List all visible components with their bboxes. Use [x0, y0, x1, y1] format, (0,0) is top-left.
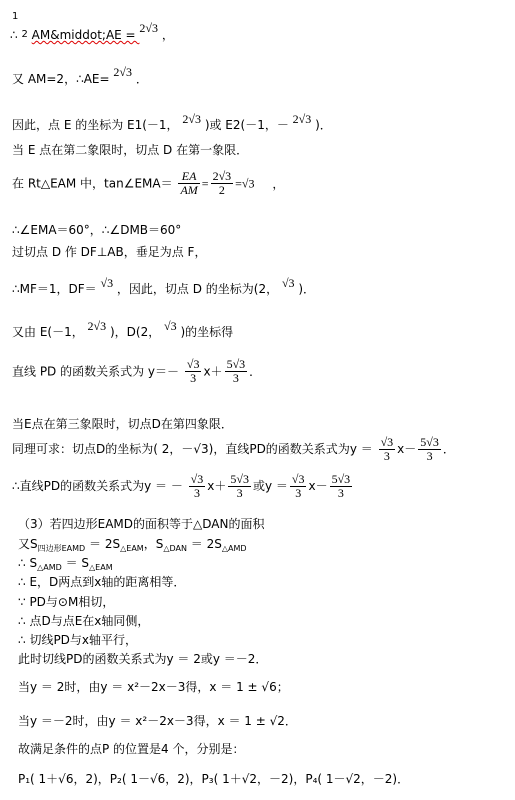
- math-value: 2√3: [182, 112, 201, 126]
- denominator: 3: [236, 486, 243, 500]
- fraction-5root3-3: [225, 358, 248, 385]
- fraction-numerator: 1: [12, 11, 19, 22]
- text: ＝ 2S: [85, 537, 121, 551]
- text: ，S: [143, 537, 164, 551]
- punctuation: ．: [135, 72, 148, 86]
- denominator: 3: [193, 486, 200, 500]
- text: )，D(2，: [109, 325, 161, 339]
- line-same-side: ∴ 点D与点E在x轴同侧，: [18, 614, 150, 628]
- denominator: 3: [190, 371, 197, 385]
- line-e-d-points: [12, 319, 234, 339]
- fraction-root3-3: [290, 473, 307, 500]
- line-pd-both-functions: [12, 473, 354, 500]
- denominator: 2: [218, 183, 225, 197]
- denominator: 3: [426, 449, 433, 463]
- text: ∴直线PD的函数关系式为y ＝ －: [12, 479, 183, 493]
- math-value: =√3: [235, 176, 255, 191]
- line-area-equal: [18, 556, 113, 575]
- numerator: 5√3: [230, 472, 249, 486]
- math-value: √3: [281, 276, 295, 290]
- subscript: △EAM: [120, 544, 144, 553]
- text: )或 E2(－1，－: [204, 118, 289, 132]
- math-value: 2√3: [139, 21, 159, 35]
- am-ae-text: AM&middot;AE =: [31, 28, 140, 42]
- subscript: 四边形EAMD: [37, 544, 86, 553]
- line-ae-value: [12, 65, 148, 86]
- subscript: △DAN: [163, 544, 187, 553]
- math-value: 2√3: [292, 112, 312, 126]
- line-tangent: ∵ PD与⊙M相切，: [18, 595, 115, 609]
- line-points-list: P₁( 1＋√6，2)，P₂( 1－√6，2)，P₃( 1＋√2，－2)，P₄( 1－√2，－2)．: [18, 772, 410, 786]
- text: ∴MF＝1，DF＝: [12, 282, 97, 296]
- fraction-2root3-2: [211, 170, 234, 197]
- fraction-5root3-3: [330, 473, 353, 500]
- denominator: AM: [180, 183, 198, 197]
- denominator: 3: [337, 486, 344, 500]
- fraction-5root3-3: [418, 436, 441, 463]
- math-value: √3: [164, 319, 177, 333]
- line-y-equals-neg2: 当y ＝－2时，由y ＝ x²－2x－3得，x ＝ 1 ± √2．: [18, 714, 297, 728]
- punctuation: )．: [298, 282, 316, 296]
- line-pd-function: [12, 358, 261, 385]
- fraction-denominator: 2: [21, 29, 28, 40]
- text: )的坐标得: [180, 325, 234, 339]
- line-third-quadrant: 当E点在第三象限时，切点D在第四象限．: [12, 417, 233, 431]
- line-y-equals-2: 当y ＝ 2时，由y ＝ x²－2x－3得，x ＝ 1 ± √6；: [18, 680, 289, 694]
- numerator: √3: [190, 472, 204, 486]
- punctuation: ，: [272, 176, 285, 191]
- punctuation: )．: [315, 118, 332, 132]
- line-equal-distance: ∴ E，D两点到x轴的距离相等．: [18, 575, 186, 589]
- line-parallel: ∴ 切线PD与x轴平行，: [18, 633, 138, 647]
- subscript: △AMD: [37, 563, 62, 572]
- line-angles: ∴∠EMA＝60°，∴∠DMB＝60°: [12, 223, 182, 237]
- text: ∴ S: [18, 556, 38, 570]
- numerator: EA: [178, 170, 199, 184]
- text: ＝ S: [61, 556, 90, 570]
- line-tangent-function: 此时切线PD的函数关系式为y ＝ 2或y ＝－2．: [18, 652, 268, 666]
- math-value: 2√3: [113, 65, 132, 79]
- line-second-quadrant: 当 E 点在第二象限时，切点 D 在第一象限．: [12, 143, 249, 157]
- fraction-root3-3: [379, 436, 396, 463]
- text: ，因此，切点 D 的坐标为(2，: [116, 282, 279, 296]
- text: 直线 PD 的函数关系式为 y＝－: [12, 364, 180, 379]
- therefore-symbol: ∴: [10, 28, 18, 42]
- denominator: 3: [383, 449, 390, 463]
- fraction-5root3-3: [228, 473, 251, 500]
- fraction-root3-3: [189, 473, 206, 500]
- line-area-relations: [18, 537, 247, 556]
- line-perpendicular: 过切点 D 作 DF⊥AB，垂足为点 F，: [12, 245, 207, 259]
- numerator: 5√3: [226, 357, 246, 371]
- line-am-ae: [8, 6, 22, 23]
- line-part3-heading: （3）若四边形EAMD的面积等于△DAN的面积: [18, 517, 265, 531]
- line-similar-result: [12, 436, 455, 463]
- text: x－: [397, 442, 417, 456]
- equals: =: [201, 176, 209, 191]
- fraction-root3-3: [185, 358, 202, 385]
- text: 又S: [18, 537, 38, 551]
- line-e-coordinates: [12, 112, 332, 132]
- math-value: 2√3: [87, 319, 107, 333]
- numerator: 2√3: [212, 169, 232, 183]
- subscript: △EAM: [89, 563, 113, 572]
- line-am-ae-body: [10, 21, 174, 44]
- fraction-half: [10, 10, 20, 23]
- fraction-ea-am: [178, 170, 199, 197]
- denominator: 3: [232, 371, 239, 385]
- text: 或y ＝: [252, 479, 288, 493]
- subscript: △AMD: [221, 544, 247, 553]
- text: x＋: [207, 479, 227, 493]
- text: 又由 E(－1，: [12, 325, 84, 339]
- punctuation: ．: [442, 442, 455, 456]
- numerator: √3: [186, 357, 200, 371]
- text: x－: [308, 479, 328, 493]
- numerator: 5√3: [331, 472, 351, 486]
- line-point-count: 故满足条件的点P 的位置是4 个，分别是：: [18, 742, 245, 756]
- denominator: 3: [295, 486, 302, 500]
- text: ＝ 2S: [186, 537, 222, 551]
- text: 同理可求：切点D的坐标为( 2，－√3)，直线PD的函数关系式为y ＝: [12, 442, 373, 456]
- text: 又 AM=2，∴AE=: [12, 72, 110, 86]
- text: 因此，点 E 的坐标为 E1(－1，: [12, 118, 179, 132]
- punctuation: ，: [161, 28, 174, 42]
- line-tan-ema: [12, 170, 284, 197]
- line-d-coordinates: [12, 276, 316, 296]
- text: x＋: [203, 364, 223, 379]
- text: 在 Rt△EAM 中，tan∠EMA＝: [12, 176, 173, 191]
- numerator: 5√3: [420, 435, 439, 449]
- math-value: √3: [100, 276, 114, 290]
- punctuation: ．: [249, 364, 262, 379]
- numerator: √3: [380, 435, 394, 449]
- numerator: √3: [291, 472, 305, 486]
